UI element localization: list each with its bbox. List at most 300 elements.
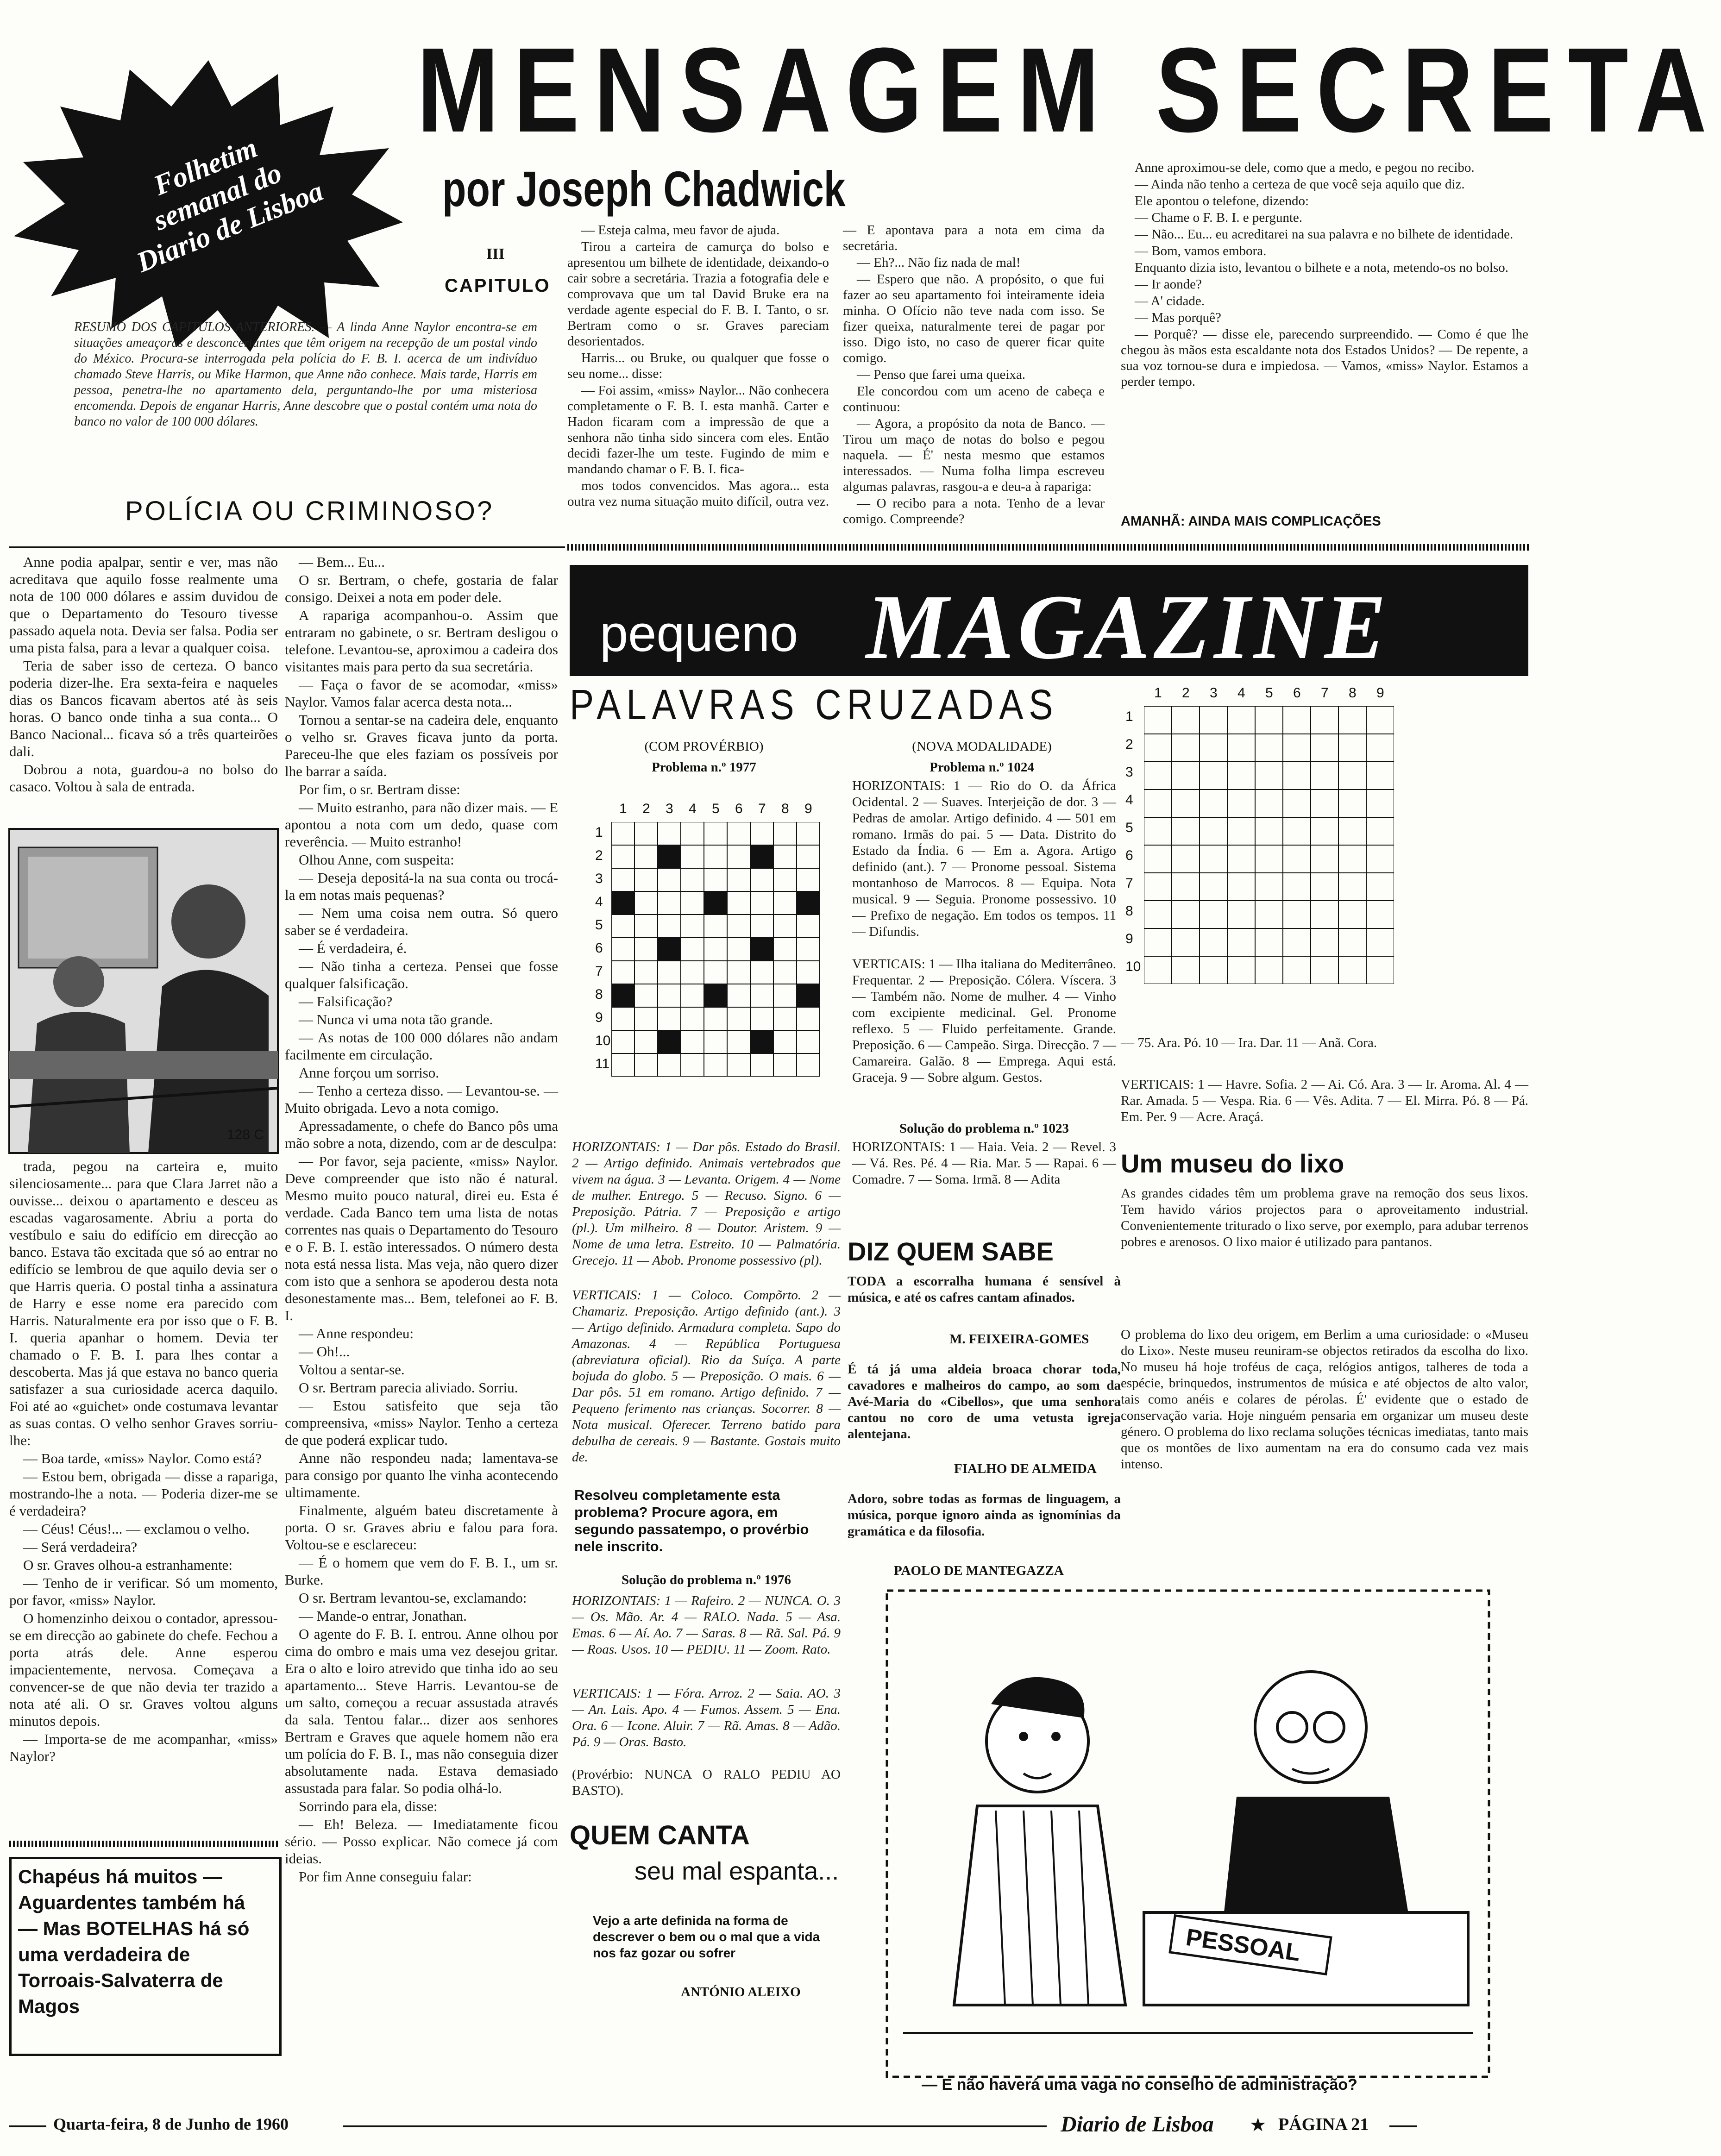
- paragraph: — Chame o F. B. I. e pergunte.: [1135, 210, 1303, 225]
- puzzle2-problem: Problema n.º 1024: [930, 760, 1034, 775]
- cartoon-sign: PESSOAL: [1184, 1924, 1302, 1967]
- grid-cell: [727, 891, 750, 915]
- grid-cell: [1255, 845, 1283, 873]
- puzzle2-end-h: — 75. Ara. Pó. 10 — Ira. Dar. 11 — Anã. Cora.: [1121, 1035, 1377, 1050]
- grid-cell: [1172, 790, 1200, 817]
- grid-cell: [704, 891, 727, 915]
- grid-cell: [1311, 762, 1338, 790]
- grid-cell: [1255, 790, 1283, 817]
- grid-cell: [1283, 790, 1311, 817]
- quem-canta-subtitle: seu mal espanta...: [634, 1857, 839, 1885]
- quote-author: FIALHO DE ALMEIDA: [954, 1461, 1097, 1476]
- grid-cell: [1311, 873, 1338, 901]
- grid-column-number: 2: [1182, 685, 1190, 701]
- grid-column-number: 7: [758, 801, 766, 816]
- quote-author: M. FEIXEIRA-GOMES: [949, 1332, 1089, 1347]
- grid-cell: [727, 938, 750, 961]
- paragraph: O sr. Bertram parecia aliviado. Sorriu.: [299, 1379, 518, 1396]
- paragraph: Por fim, o sr. Bertram disse:: [299, 781, 460, 797]
- grid-cell: [750, 1053, 773, 1077]
- grid-cell: [1200, 817, 1227, 845]
- grid-cell: [634, 938, 658, 961]
- grid-row-number: 6: [1125, 848, 1133, 863]
- grid-cell: [1338, 762, 1366, 790]
- grid-cell: [1311, 734, 1338, 762]
- paragraph: O sr. Graves olhou-a estranhamente:: [23, 1557, 232, 1573]
- grid-cell: [704, 1007, 727, 1030]
- grid-cell: [704, 1030, 727, 1053]
- grid-cell: [611, 1007, 634, 1030]
- diz-quem-sabe-title: DIZ QUEM SABE: [848, 1237, 1054, 1266]
- paragraph: — Oh!...: [299, 1343, 350, 1360]
- grid-cell: [658, 961, 681, 984]
- grid-column-number: 4: [1237, 685, 1245, 701]
- grid-cell: [611, 845, 634, 868]
- grid-cell: [1144, 706, 1172, 734]
- paragraph: — Foi assim, «miss» Naylor... Não conhecera completamente o F. B. I. esta manhã. Carter e Hadon ficaram com a impressão de que a senhora não tinha sido sincera com eles. Então decidi fazer-lhe um teste. Fugindo de mim e mandando chamar o F. B. I. fica-: [567, 383, 829, 476]
- grid-column-number: 3: [1210, 685, 1218, 701]
- grid-column-number: 2: [642, 801, 650, 816]
- grid-cell: [1338, 817, 1366, 845]
- grid-cell: [611, 868, 634, 891]
- story-col3: [567, 222, 1105, 542]
- grid-cell: [727, 1007, 750, 1030]
- divider: [9, 2125, 46, 2127]
- grid-cell: [1144, 845, 1172, 873]
- paragraph: A rapariga acompanhou-o. Assim que entraram no gabinete, o sr. Bertram desligou o telefone. Levantou-se, aproximou a cadeira dos visitantes mais para perto da sua secretária.: [285, 607, 558, 675]
- grid-row-number: 5: [1125, 820, 1133, 835]
- grid-row-number: 2: [1125, 737, 1133, 752]
- grid-cell: [1144, 873, 1172, 901]
- grid-cell: [1255, 928, 1283, 956]
- paragraph: — Será verdadeira?: [23, 1539, 138, 1555]
- grid-cell: [797, 1053, 820, 1077]
- divider: [343, 2125, 1047, 2127]
- grid-row-number: 7: [1125, 876, 1133, 891]
- paragraph: — Nunca vi uma nota tão grande.: [299, 1011, 493, 1028]
- footer-star: ★: [1250, 2116, 1266, 2134]
- quem-canta-verse: Vejo a arte definida na forma de descrever o bem ou o mal que a vida nos faz gozar ou sofrer: [593, 1913, 820, 1960]
- grid-cell: [1311, 901, 1338, 928]
- grid-cell: [750, 845, 773, 868]
- grid-cell: [1172, 928, 1200, 956]
- grid-cell: [1144, 790, 1172, 817]
- grid-cell: [611, 1053, 634, 1077]
- paragraph: — Faça o favor de se acomodar, «miss» Naylor. Vamos falar acerca desta nota...: [285, 677, 558, 710]
- grid-cell: [1200, 928, 1227, 956]
- grid-cell: [1172, 762, 1200, 790]
- grid-cell: [1338, 956, 1366, 984]
- grid-cell: [1144, 901, 1172, 928]
- grid-cell: [1283, 817, 1311, 845]
- footer-paper-name: Diario de Lisboa: [1061, 2112, 1214, 2137]
- grid-cell: [750, 891, 773, 915]
- paragraph: Anne aproximou-se dele, como que a medo, e pegou no recibo.: [1135, 160, 1475, 175]
- grid-cell: [1172, 817, 1200, 845]
- grid-cell: [634, 1030, 658, 1053]
- grid-cell: [1255, 734, 1283, 762]
- grid-cell: [1227, 928, 1255, 956]
- grid-column-number: 6: [735, 801, 743, 816]
- grid-cell: [1200, 845, 1227, 873]
- paragraph: — Muito estranho, para não dizer mais. — E apontou a nota com um dedo, quase com reverência. — Muito estranho!: [285, 799, 558, 850]
- cartoon: [885, 1588, 1491, 2079]
- grid-cell: [681, 868, 704, 891]
- grid-cell: [1144, 956, 1172, 984]
- grid-cell: [634, 845, 658, 868]
- divider: [9, 1841, 278, 1847]
- grid-cell: [727, 984, 750, 1007]
- grid-cell: [1227, 901, 1255, 928]
- grid-cell: [704, 984, 727, 1007]
- grid-column-number: 1: [1154, 685, 1162, 701]
- divider: [9, 546, 565, 548]
- paragraph: — Importa-se de me acompanhar, «miss» Naylor?: [9, 1731, 278, 1764]
- grid-cell: [1366, 762, 1394, 790]
- grid-row-number: 8: [1125, 903, 1133, 919]
- ad-line: — Mas BOTELHAS há só: [18, 1918, 250, 1939]
- grid-cell: [1172, 734, 1200, 762]
- grid-cell: [727, 915, 750, 938]
- grid-cell: [634, 984, 658, 1007]
- grid-cell: [1366, 706, 1394, 734]
- grid-cell: [704, 1053, 727, 1077]
- grid-cell: [1311, 706, 1338, 734]
- puzzle1-solution-h: HORIZONTAIS: 1 — Rafeiro. 2 — NUNCA. O. 3 — Os. Mão. Ar. 4 — RALO. Nada. 5 — Asa. Emas. 6 — Aí. Ao. 7 — Saras. 8 — Rã. Sal. Pá. 9 — Roas. Usos. 10 — PEDIU. 11 — Zoom. Rato.: [572, 1593, 841, 1657]
- grid-cell: [727, 822, 750, 845]
- grid-cell: [1227, 845, 1255, 873]
- grid-cell: [797, 868, 820, 891]
- grid-cell: [1172, 706, 1200, 734]
- grid-row-number: 9: [1125, 931, 1133, 946]
- grid-cell: [797, 1030, 820, 1053]
- grid-cell: [1255, 901, 1283, 928]
- paragraph: — Eh! Beleza. — Imediatamente ficou sério. — Posso explicar. Não comece já com ideias.: [285, 1816, 558, 1867]
- museu-title: Um museu do lixo: [1121, 1149, 1344, 1178]
- grid-cell: [1255, 817, 1283, 845]
- grid-cell: [1255, 956, 1283, 984]
- grid-cell: [1255, 762, 1283, 790]
- grid-cell: [634, 868, 658, 891]
- paragraph: — Bem... Eu...: [299, 554, 385, 570]
- grid-cell: [658, 984, 681, 1007]
- grid-cell: [634, 1053, 658, 1077]
- footer-date: Quarta-feira, 8 de Junho de 1960: [53, 2115, 289, 2133]
- grid-cell: [1227, 956, 1255, 984]
- grid-cell: [727, 845, 750, 868]
- grid-cell: [750, 1030, 773, 1053]
- grid-cell: [634, 1007, 658, 1030]
- paragraph: Ele concordou com um aceno de cabeça e continuou:: [843, 384, 1105, 414]
- grid-cell: [681, 915, 704, 938]
- grid-row-number: 10: [1125, 959, 1141, 974]
- grid-column-number: 1: [619, 801, 627, 816]
- grid-cell: [1227, 873, 1255, 901]
- grid-cell: [797, 822, 820, 845]
- paragraph: — É o homem que vem do F. B. I., um sr. Burke.: [285, 1554, 558, 1588]
- ad-box: [9, 1857, 282, 2056]
- grid-cell: [1283, 928, 1311, 956]
- puzzle2-end-v: VERTICAIS: 1 — Havre. Sofia. 2 — Ai. Có. Ara. 3 — Ir. Aroma. Al. 4 — Rar. Amada. 5 — Vespa. Ria. 6 — Vês. Adita. 7 — El. Mirra. Pó. 8 — Pá. Em. Per. 9 — Acre. Araçá.: [1121, 1077, 1528, 1124]
- grid-cell: [727, 1053, 750, 1077]
- grid-cell: [1311, 817, 1338, 845]
- paragraph: Anne podia apalpar, sentir e ver, mas não acreditava que aquilo fosse realmente uma nota de 100 000 dólares e assim duvidou de que o Departamento do Tesouro tivesse passado aquela nota. Devia ser falsa. Podia ser uma pista falsa, para a levar a qualquer coisa.: [9, 554, 278, 656]
- paragraph: — Nem uma coisa nem outra. Só quero saber se é verdadeira.: [285, 905, 558, 938]
- grid-row-number: 11: [595, 1056, 610, 1072]
- paragraph: — É verdadeira, é.: [299, 940, 407, 956]
- grid-row-number: 3: [595, 871, 603, 886]
- story-col1-bottom: [9, 1158, 278, 1834]
- grid-cell: [1172, 956, 1200, 984]
- paragraph: — Por favor, seja paciente, «miss» Naylor. Deve compreender que isto não é natural. Mesmo muito pouco natural, direi eu. Esta é verdade. Cada Banco tem uma lista de notas correntes nas quais o Departamento do Tesouro e o F. B. I. estão interessados. O número desta nota está nessa lista. Mas veja, não quero dizer com isto que a senhora se apoderou desta nota desonestamente mas... Bem, telefonei ao F. B. I.: [285, 1153, 558, 1323]
- grid-cell: [658, 1053, 681, 1077]
- paragraph: — Boa tarde, «miss» Naylor. Como está?: [23, 1450, 262, 1467]
- paragraph: — As notas de 100 000 dólares não andam facilmente em circulação.: [285, 1029, 558, 1063]
- paragraph: — Estou bem, obrigada — disse a rapariga, mostrando-lhe a nota. — Poderia dizer-me se é verdadeira?: [9, 1468, 278, 1519]
- byline: por Joseph Chadwick: [442, 161, 846, 217]
- grid-cell: [681, 961, 704, 984]
- grid-cell: [1200, 873, 1227, 901]
- ad-line: Aguardentes também há: [18, 1892, 245, 1913]
- grid-cell: [1200, 706, 1227, 734]
- paragraph: — Estou satisfeito que seja tão compreensiva, «miss» Naylor. Tenho a certeza de que poderá explicar tudo.: [285, 1398, 558, 1448]
- grid-cell: [773, 938, 797, 961]
- grid-cell: [1311, 928, 1338, 956]
- grid-cell: [681, 938, 704, 961]
- grid-cell: [1255, 873, 1283, 901]
- grid-cell: [797, 845, 820, 868]
- grid-cell: [704, 938, 727, 961]
- grid-cell: [1366, 901, 1394, 928]
- paragraph: — Mande-o entrar, Jonathan.: [299, 1608, 467, 1624]
- paragraph: — O recibo para a nota. Tenho de a levar comigo. Compreende?: [843, 496, 1105, 526]
- grid-column-number: 8: [781, 801, 789, 816]
- grid-cell: [658, 845, 681, 868]
- divider: [567, 544, 1531, 551]
- paragraph: — Penso que farei uma queixa.: [857, 367, 1026, 382]
- grid-cell: [1283, 845, 1311, 873]
- grid-cell: [773, 845, 797, 868]
- paragraph: O sr. Bertram levantou-se, exclamando:: [299, 1590, 527, 1606]
- grid-cell: [1366, 928, 1394, 956]
- grid-cell: [658, 915, 681, 938]
- grid-cell: [773, 1007, 797, 1030]
- paragraph: — Bom, vamos embora.: [1135, 244, 1267, 258]
- grid-column-number: 8: [1349, 685, 1357, 701]
- grid-cell: [1227, 762, 1255, 790]
- grid-cell: [704, 961, 727, 984]
- grid-column-number: 7: [1321, 685, 1329, 701]
- grid-cell: [1227, 706, 1255, 734]
- starburst-text: Folhetim semanal do Diario de Lisboa: [132, 132, 327, 279]
- grid-cell: [1338, 845, 1366, 873]
- quote: Adoro, sobre todas as formas de linguagem, a música, porque ignoro ainda as ignomínias da gramática e da filosofia.: [848, 1492, 1121, 1539]
- grid-column-number: 3: [666, 801, 673, 816]
- grid-cell: [773, 984, 797, 1007]
- grid-cell: [1366, 734, 1394, 762]
- grid-cell: [1283, 734, 1311, 762]
- illustration-code: 128 C: [227, 1127, 264, 1142]
- grid-cell: [797, 915, 820, 938]
- grid-cell: [658, 938, 681, 961]
- grid-cell: [1255, 706, 1283, 734]
- grid-cell: [773, 915, 797, 938]
- grid-cell: [658, 822, 681, 845]
- grid-column-number: 4: [689, 801, 697, 816]
- grid-cell: [1366, 790, 1394, 817]
- paragraph: Apressadamente, o chefe do Banco pôs uma mão sobre a nota, dizendo, com ar de desculpa:: [285, 1118, 558, 1151]
- grid-cell: [1366, 817, 1394, 845]
- museu-paragraph: As grandes cidades têm um problema grave na remoção dos seus lixos. Tem havido vários projectos para o aproveitamento industrial. Convenientemente triturado o lixo serve, por exemplo, para adubar terrenos pobres e arenosos. O lixo maior é utilizado para pantanos.: [1121, 1186, 1528, 1249]
- grid-cell: [1283, 901, 1311, 928]
- grid-cell: [704, 868, 727, 891]
- quote-author: PAOLO DE MANTEGAZZA: [894, 1563, 1064, 1578]
- grid-cell: [1283, 956, 1311, 984]
- paragraph: — Ir aonde?: [1135, 277, 1202, 292]
- paragraph: Por fim Anne conseguiu falar:: [299, 1868, 472, 1885]
- grid-cell: [797, 961, 820, 984]
- grid-cell: [1200, 901, 1227, 928]
- grid-cell: [658, 868, 681, 891]
- palavras-cruzadas-title: PALAVRAS CRUZADAS: [570, 681, 1059, 728]
- quem-canta-title: QUEM CANTA: [570, 1820, 750, 1850]
- paragraph: Finalmente, alguém bateu discretamente à porta. O sr. Graves abriu e falou para fora. Voltou-se e esclareceu:: [285, 1502, 558, 1553]
- paragraph: — Falsificação?: [299, 993, 393, 1009]
- grid-row-number: 2: [595, 848, 603, 863]
- grid-cell: [681, 1053, 704, 1077]
- puzzle1-solution-title: Solução do problema n.º 1976: [622, 1573, 791, 1587]
- paragraph: — Céus! Céus!... — exclamou o velho.: [23, 1521, 250, 1537]
- paragraph: — A' cidade.: [1135, 294, 1205, 308]
- puzzle2-solution-title: Solução do problema n.º 1023: [899, 1121, 1069, 1136]
- grid-cell: [1283, 762, 1311, 790]
- paragraph: Voltou a sentar-se.: [299, 1361, 405, 1378]
- grid-cell: [704, 845, 727, 868]
- paragraph: Teria de saber isso de certeza. O banco poderia dizer-lhe. Era sexta-feira e naqueles dias os Bancos ficavam abertos até às seis horas. O banco onde tinha a sua conta... O Banco Nacional... ficava só a três quarteirões dali.: [9, 658, 278, 759]
- grid-cell: [611, 1030, 634, 1053]
- grid-cell: [1338, 928, 1366, 956]
- grid-cell: [1366, 956, 1394, 984]
- grid-column-number: 9: [1376, 685, 1384, 701]
- paragraph: — Anne respondeu:: [299, 1325, 414, 1341]
- grid-cell: [1144, 817, 1172, 845]
- paragraph: — Tenho de ir verificar. Só um momento, por favor, «miss» Naylor.: [9, 1575, 278, 1608]
- grid-column-number: 9: [804, 801, 812, 816]
- puzzle2-horizontais: HORIZONTAIS: 1 — Rio do O. da África Ocidental. 2 — Suaves. Interjeição de dor. 3 — Pedras de amolar. Artigo definido. 4 — 501 em romano. Irmãs do pai. 5 — Data. Distrito do Estado da Índia. 6 — Em a. Agora. Artigo definido (ant.). 7 — Pronome pessoal. Sistema montanhoso de Marrocos. 8 — Equipa. Nota musical. 9 — Seguia. Pronome possessivo. 10 — Prefixo de negação. Em todos os tempos. 11 — Difundis.: [852, 778, 1116, 939]
- grid-cell: [1366, 873, 1394, 901]
- paragraph: — Deseja depositá-la na sua conta ou trocá-la em notas mais pequenas?: [285, 870, 558, 903]
- grid-cell: [773, 961, 797, 984]
- story-title: MENSAGEM SECRETA: [417, 23, 1721, 157]
- grid-cell: [750, 1007, 773, 1030]
- grid-cell: [1283, 706, 1311, 734]
- grid-cell: [797, 891, 820, 915]
- grid-row-number: 1: [595, 825, 603, 840]
- grid-cell: [634, 822, 658, 845]
- paragraph: Tornou a sentar-se na cadeira dele, enquanto o velho sr. Graves ficava junto da porta. Pareceu-lhe que eles faziam os possíveis por lhe barrar a saída.: [285, 712, 558, 779]
- grid-cell: [727, 868, 750, 891]
- grid-cell: [1338, 706, 1366, 734]
- grid-cell: [1338, 901, 1366, 928]
- grid-cell: [611, 822, 634, 845]
- divider: [1389, 2125, 1417, 2127]
- quote: TODA a escorralha humana é sensível à música, e até os cafres cantam afinados.: [848, 1274, 1121, 1305]
- grid-row-number: 6: [595, 940, 603, 956]
- grid-cell: [658, 891, 681, 915]
- grid-cell: [704, 822, 727, 845]
- paragraph: Sorrindo para ela, disse:: [299, 1798, 438, 1814]
- grid-cell: [611, 915, 634, 938]
- paragraph: O agente do F. B. I. entrou. Anne olhou por cima do ombro e mais uma vez desejou gritar. Era o alto e loiro atrevido que tinha ido ao seu apartamento... Steve Harris. Levantou-se de um salto, começou a recuar assustada através da sala. Tentou falar... dizer aos senhores Bertram e Graves que aquele homem não era um polícia do F. B. I., mas não conseguia dizer absolutamente nada. Estava demasiado assustada para falar. So podia olhá-lo.: [285, 1626, 558, 1796]
- chapter-summary: RESUMO DOS CAPITULOS ANTERIORES. — A linda Anne Naylor encontra-se em situações ameaçoras e desconcertantes que têm origem na recepção de um postal vindo do México. Procura-se interrogada pela polícia do F. B. I. acerca de um indivíduo chamado Steve Harris, ou Mike Harmon, que Anne não conhece. Mais tarde, Harris em pessoa, penetra-lhe no apartamento dela, perguntando-lhe por uma misteriosa encomenda. Depois de enganar Harris, Anne descobre que o postal contém uma nota do banco no valor de 100 000 dólares.: [74, 320, 537, 429]
- grid-row-number: 5: [595, 917, 603, 933]
- ad-line: uma verdadeira de Torroais-Salvaterra de Magos: [18, 1943, 223, 2017]
- grid-cell: [681, 891, 704, 915]
- grid-cell: [634, 915, 658, 938]
- museu-paragraph: O problema do lixo deu origem, em Berlim a uma curiosidade: o «Museu do Lixo». Neste museu reuniram-se objectos retirados da escolha do lixo. No museu há hoje troféus de caça, relógios antigos, talheres de toda a espécie, brinquedos, instrumentos de música e até objectos de alto valor, tais como anéis e colares de pérolas. É' evidente que o estado de conservação varia. Hoje ninguém pensaria em organizar um museu deste género. O problema do lixo reclama soluções técnicas imediatas, tanto mais que os montões de lixo aumentam na era do consumo cada vez mais intenso.: [1121, 1327, 1528, 1472]
- paragraph: — Não tinha a certeza. Pensei que fosse qualquer falsificação.: [285, 958, 558, 991]
- grid-cell: [1366, 845, 1394, 873]
- story-col2: [285, 553, 558, 2054]
- paragraph: O sr. Bertram, o chefe, gostaria de falar consigo. Deixei a nota em poder dele.: [285, 572, 558, 605]
- grid-cell: [704, 915, 727, 938]
- grid-cell: [773, 868, 797, 891]
- puzzle1-horizontais: HORIZONTAIS: 1 — Dar pôs. Estado do Brasil. 2 — Artigo definido. Animais vertebrados que vivem na água. 3 — Levanta. Origem. 4 — Nome de mulher. Entrego. 5 — Recuso. Signo. 6 — Preposição. Pátria. 7 — Preposição e artigo (pl.). Um milheiro. 8 — Doutor. Aristem. 9 — Nome de uma letra. Estreito. 10 — Palmatória. Grecejo. 11 — Abob. Pronome possessivo (pl).: [572, 1140, 841, 1268]
- paragraph: Anne não respondeu nada; lamentava-se para consigo por quanto lhe vinha acontecendo ultimamente.: [285, 1450, 558, 1500]
- paragraph: O homenzinho deixou o contador, apressou-se em direcção ao gabinete do chefe. Fechou a porta atrás dele. Anne esperou impacientemente, nervosa. Começava a convencer-se de que não devia ter trazido a nota até ali. O sr. Graves voltou alguns minutos depois.: [9, 1610, 278, 1729]
- grid-cell: [750, 961, 773, 984]
- paragraph: Dobrou a nota, guardou-a no bolso do casaco. Voltou à sala de entrada.: [9, 761, 278, 795]
- paragraph: — Eh?... Não fiz nada de mal!: [857, 255, 1021, 270]
- crossword-grid-2: [1125, 685, 1403, 1028]
- grid-cell: [1311, 956, 1338, 984]
- puzzle2-solution-h: HORIZONTAIS: 1 — Haia. Veia. 2 — Revel. 3 — Vá. Res. Pé. 4 — Ria. Mar. 5 — Rapai. 6 — Comadre. 7 — Soma. Irmã. 8 — Adita: [852, 1140, 1116, 1187]
- quote: É tá já uma aldeia broaca chorar toda, cavadores e malheiros do campo, ao som da Avé-Maria do «Cibellos», que uma senhora cantou no coro de uma vetusta igreja alentejana.: [848, 1362, 1121, 1442]
- grid-row-number: 3: [1125, 765, 1133, 780]
- grid-cell: [773, 1053, 797, 1077]
- grid-cell: [1200, 734, 1227, 762]
- paragraph: — Mas porquê?: [1135, 310, 1221, 325]
- grid-cell: [727, 961, 750, 984]
- grid-cell: [773, 1030, 797, 1053]
- grid-cell: [1144, 762, 1172, 790]
- grid-cell: [750, 915, 773, 938]
- grid-cell: [1227, 817, 1255, 845]
- grid-cell: [611, 961, 634, 984]
- grid-cell: [1227, 734, 1255, 762]
- paragraph: Enquanto dizia isto, levantou o bilhete e a nota, metendo-os no bolso.: [1135, 260, 1508, 275]
- continuation-note: AMANHÃ: AINDA MAIS COMPLICAÇÕES: [1121, 514, 1381, 529]
- grid-cell: [1338, 873, 1366, 901]
- grid-cell: [750, 868, 773, 891]
- puzzle1-challenge: Resolveu completamente esta problema? Procure agora, em segundo passatempo, o provérbio nele inscrito.: [574, 1487, 809, 1554]
- footer-page: PÁGINA 21: [1278, 2115, 1369, 2134]
- grid-cell: [797, 938, 820, 961]
- grid-row-number: 4: [1125, 792, 1133, 808]
- grid-cell: [1200, 956, 1227, 984]
- chapter-label: CAPITULO: [445, 276, 551, 296]
- story-col4: [1121, 160, 1528, 512]
- paragraph: Anne forçou um sorriso.: [299, 1065, 440, 1081]
- paragraph: — Porquê? — disse ele, parecendo surpreendido. — Como é que lhe chegou às mãos esta escaldante nota dos Estados Unidos? — De repente, a sua voz tornou-se dura e impiedosa. — Vamos, «miss» Naylor. Estamos a perder tempo.: [1121, 327, 1528, 389]
- grid-cell: [773, 891, 797, 915]
- grid-cell: [611, 984, 634, 1007]
- grid-cell: [658, 1007, 681, 1030]
- grid-cell: [681, 1007, 704, 1030]
- puzzle1-solution-v: VERTICAIS: 1 — Fóra. Arroz. 2 — Saia. AO. 3 — An. Lais. Apo. 4 — Fumos. Assem. 5 — Ena. Ora. 6 — Icone. Aluir. 7 — Rã. Amas. 8 — Adão. Pá. 9 — Oras. Basto.: [572, 1686, 841, 1749]
- paragraph: Harris... ou Bruke, ou qualquer que fosse o seu nome... disse:: [567, 351, 829, 381]
- grid-cell: [750, 984, 773, 1007]
